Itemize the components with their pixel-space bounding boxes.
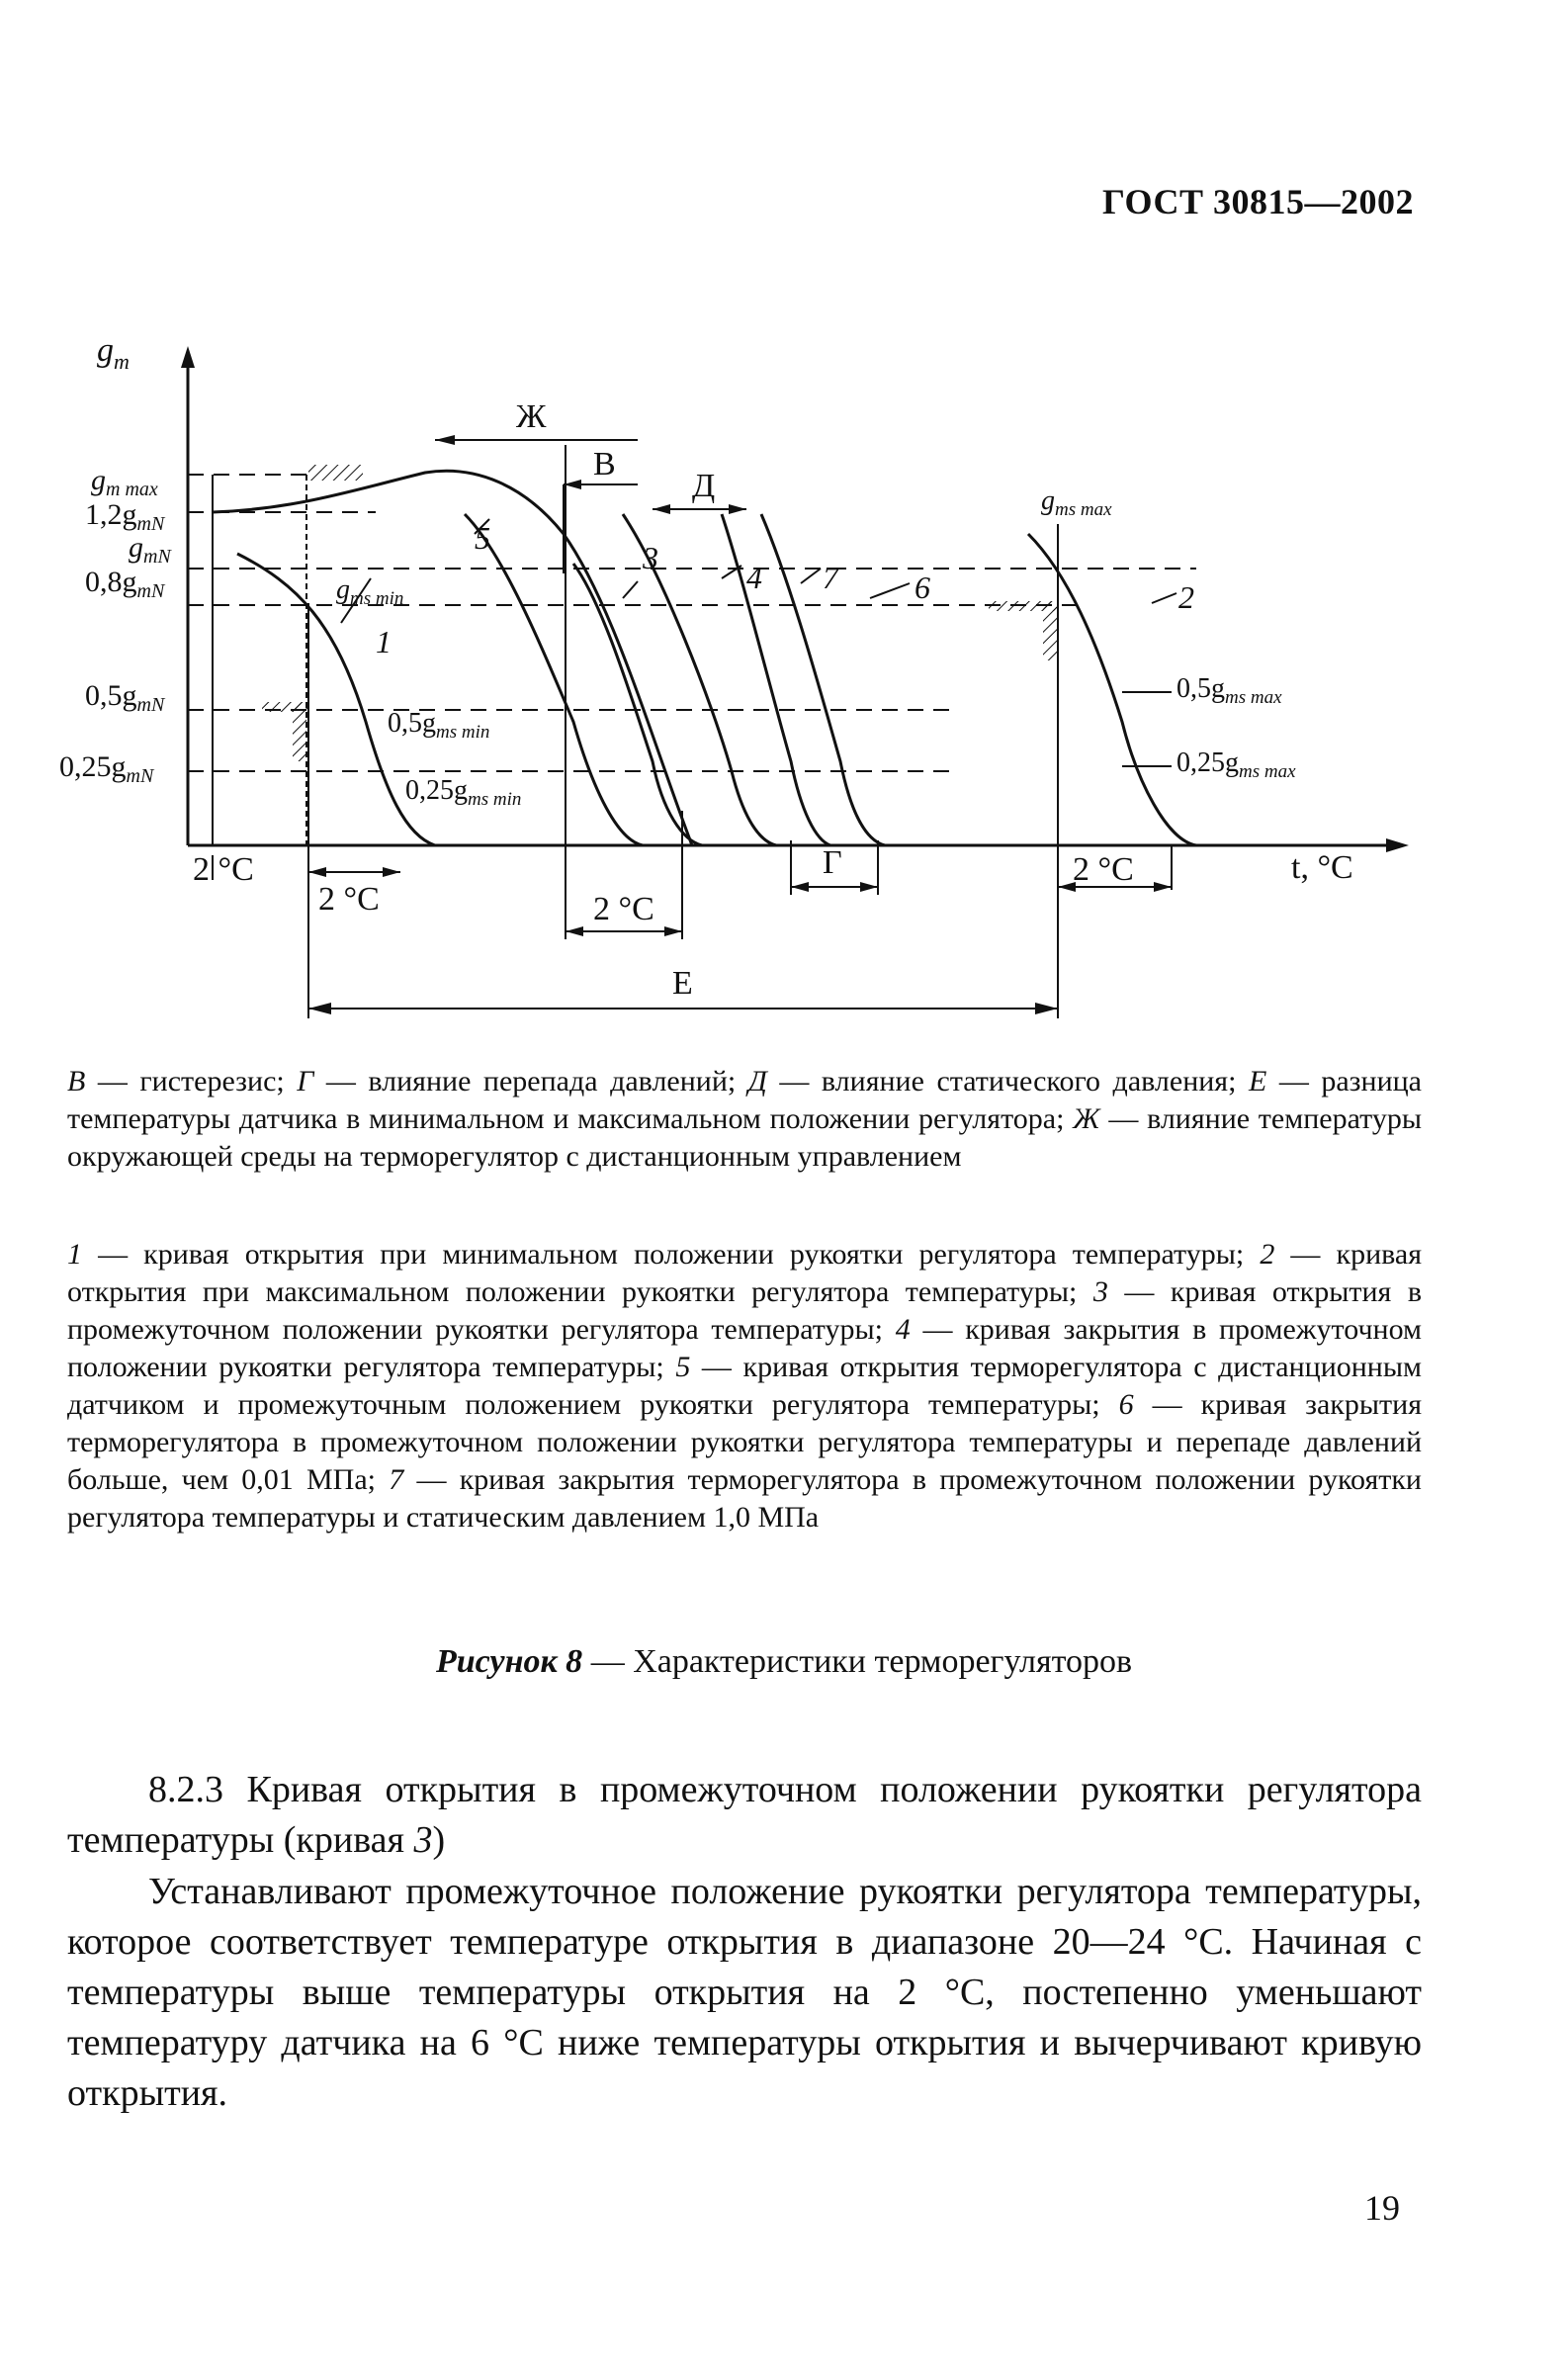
- legend-key-e: Е: [1248, 1065, 1267, 1097]
- legend-letters: В — гистерезис; Г — влияние перепада давлений; Д — влияние статического давления; Е — разница температуры датчика в минимальном и максимальном положении регулятора; Ж — влияние температуры окружающей среды на терморегулятор с дистанционным управлением: [67, 1065, 1422, 1173]
- annot-half-gms-min: $0,5g_{ms min}$: [388, 708, 490, 743]
- figure-caption-label: Рисунок 8: [435, 1643, 583, 1680]
- dim-2c-d: 2 °C: [1073, 851, 1134, 888]
- standard-header: ГОСТ 30815—2002: [1102, 182, 1414, 221]
- vertical-lines: [213, 445, 1172, 1018]
- curve-label-5: 5: [475, 520, 490, 556]
- page-number: 19: [1364, 2188, 1400, 2228]
- curve-label-2: 2: [1178, 579, 1194, 615]
- dimension-labels: [193, 398, 1134, 1002]
- section-body: Устанавливают промежуточное положение рукоятки регулятора температуры, которое соответствует температуре открытия в диапазоне 20—24 °С. Начиная с температуры выше температуры открытия на 2 °С, постепенно уменьшают температуру датчика на 6 °С ниже температуры открытия и вычерчивают кривую открытия.: [67, 1871, 1422, 2114]
- curve-label-4: 4: [746, 560, 762, 595]
- legend-key-zh: Ж: [1073, 1102, 1100, 1135]
- curve-label-3: 3: [643, 540, 658, 575]
- legend-key-g: Г: [297, 1065, 314, 1097]
- annot-quarter-gms-max: $0,25g_{ms max}$: [1176, 747, 1296, 782]
- y-tick-1-2gmN: $1,2g_{mN}$: [85, 498, 165, 535]
- hatch-top: [308, 465, 363, 481]
- hatch-left-v: [293, 702, 306, 761]
- y-axis-arrow: [181, 346, 195, 368]
- annot-gms-min: $g_{ms min}$: [336, 574, 404, 609]
- dim-e: Е: [672, 965, 693, 1002]
- figure-caption: [0, 1643, 1568, 1681]
- legend-key-d: Д: [747, 1065, 767, 1097]
- dim-v: В: [593, 446, 616, 483]
- legend-key-v: В: [67, 1065, 86, 1097]
- dim-d: Д: [692, 468, 716, 504]
- annot-half-gms-max: $0,5g_{ms max}$: [1176, 673, 1282, 708]
- x-axis-arrow: [1386, 838, 1409, 852]
- y-tick-labels: [59, 464, 172, 787]
- y-axis-title: $g_m$: [97, 332, 130, 374]
- legend-numbers: 1 — кривая открытия при минимальном положении рукоятки регулятора температуры; 2 — кривая открытия при максимальном положении рукоятки регулятора температуры; 3 — кривая открытия в промежуточном положении рукоятки регулятора температуры; 4 — кривая закрытия в промежуточном положении рукоятки регулятора температуры; 5 — кривая открытия терморегулятора с дистанционным датчиком и промежуточным положением рукоятки регулятора температуры; 6 — кривая закрытия терморегулятора в промежуточном положении рукоятки регулятора температуры и перепаде давлений больше, чем 0,01 МПа; 7 — кривая закрытия терморегулятора в промежуточном положении рукоятки регулятора температуры и статическим давлением 1,0 МПа: [67, 1238, 1423, 1534]
- annot-gms-max: $g_{ms max}$: [1041, 485, 1112, 520]
- dim-2c-a: 2 °C: [193, 851, 254, 888]
- dim-2c-b: 2 °C: [318, 881, 380, 918]
- annot-quarter-gms-min: $0,25g_{ms min}$: [405, 775, 522, 810]
- dimension-lines: [213, 440, 1172, 1009]
- hatch-right-v: [1043, 601, 1057, 660]
- curve-label-6: 6: [915, 570, 930, 605]
- section-heading: 8.2.3 Кривая открытия в промежуточном положении рукоятки регулятора температуры (кривая 3): [67, 1769, 1422, 1861]
- y-tick-gmN: $g_{mN}$: [129, 531, 171, 568]
- curve-labels: [376, 520, 1194, 659]
- dim-g: Г: [823, 844, 842, 881]
- curve-2: [1028, 534, 1196, 845]
- y-tick-0-25gmN: $0,25g_{mN}$: [59, 750, 154, 787]
- dim-2c-c: 2 °C: [593, 891, 654, 927]
- y-tick-gm-max: $g_{m max}$: [91, 464, 158, 500]
- thermostat-characteristics-figure: [40, 326, 1483, 1078]
- y-tick-0-8gmN: $0,8g_{mN}$: [85, 566, 165, 602]
- dim-zh: Ж: [516, 398, 547, 435]
- curve-label-7: 7: [823, 560, 838, 595]
- figure-caption-text: — Характеристики терморегуляторов: [582, 1643, 1133, 1680]
- x-axis-title: t, °C: [1291, 849, 1353, 886]
- figure-svg: [40, 326, 1483, 1078]
- y-tick-0-5gmN: $0,5g_{mN}$: [85, 679, 165, 716]
- curve-label-1: 1: [376, 624, 392, 659]
